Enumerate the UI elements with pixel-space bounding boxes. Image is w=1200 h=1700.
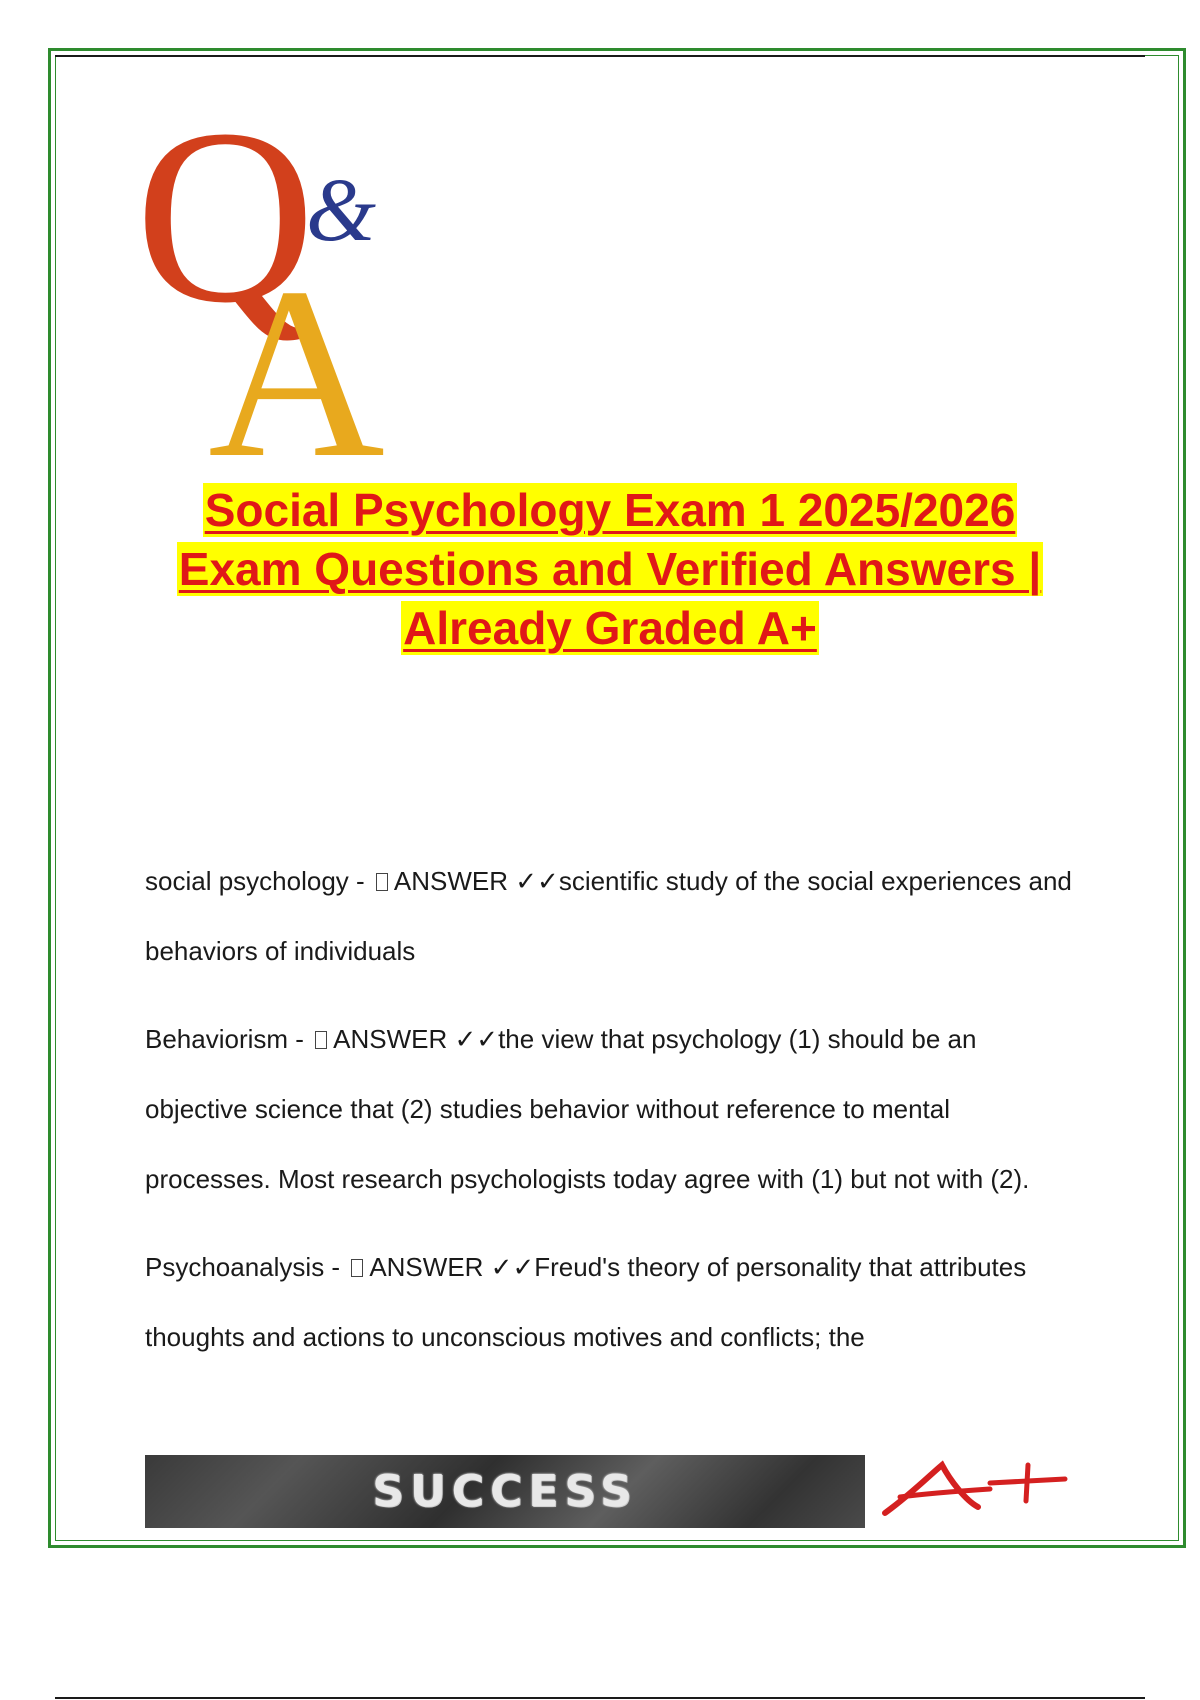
success-banner	[145, 1455, 865, 1528]
qa-logo-a-letter: A	[208, 237, 385, 480]
grade-mark-plus-v	[1026, 1465, 1028, 1501]
missing-glyph-icon	[315, 1031, 327, 1049]
qa-answer-label: ANSWER ✓✓	[393, 866, 559, 896]
title-line-2: Exam Questions and Verified Answers |	[178, 543, 1042, 595]
qa-term: Psychoanalysis -	[145, 1252, 348, 1282]
missing-glyph-icon	[376, 873, 388, 891]
success-text: SUCCESS	[372, 1466, 638, 1517]
qa-item	[145, 1004, 1075, 1214]
qa-answer-label: ANSWER ✓✓	[333, 1024, 499, 1054]
document-title	[110, 478, 1110, 655]
top-rule	[55, 55, 1145, 57]
qa-definition: scientific study of the social experiences and behaviors of individuals	[145, 866, 1072, 966]
qa-item	[145, 846, 1075, 986]
qa-logo	[130, 70, 450, 480]
qa-definition: Freud's theory of personality that attributes thoughts and actions to unconscious motives and conflicts; the	[145, 1252, 1027, 1352]
grade-mark-icon	[880, 1455, 1070, 1530]
qa-logo-q-letter: Q	[135, 78, 316, 355]
qa-list	[145, 846, 1075, 1390]
qa-item	[145, 1232, 1075, 1372]
title-line-1: Social Psychology Exam 1 2025/2026	[204, 484, 1016, 536]
missing-glyph-icon	[351, 1259, 363, 1277]
qa-definition: the view that psychology (1) should be an objective science that (2) studies behavior without reference to mental processes. Most research psychologists today agree with (1) but not with (2).	[145, 1024, 1030, 1194]
qa-answer-label: ANSWER ✓✓	[369, 1252, 535, 1282]
title-line-3: Already Graded A+	[403, 602, 817, 654]
qa-term: social psychology -	[145, 866, 372, 896]
bottom-rule	[55, 1697, 1145, 1699]
qa-logo-ampersand: &	[306, 161, 377, 260]
qa-term: Behaviorism -	[145, 1024, 312, 1054]
